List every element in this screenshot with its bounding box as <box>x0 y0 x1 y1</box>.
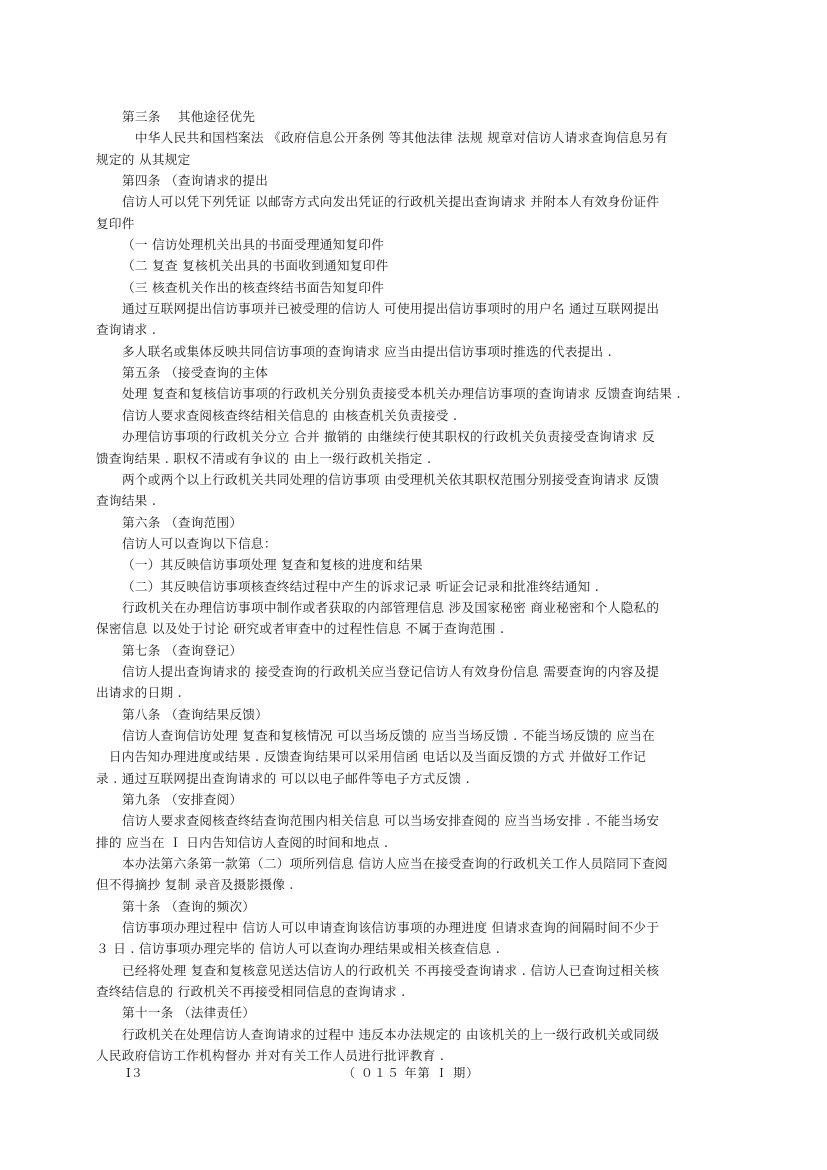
text-line: 第五条 （接受查询的主体 <box>122 365 269 381</box>
text-line: 处理 复查和复核信访事项的行政机关分别负责接受本机关办理信访事项的查询请求 反馈查询结果 . <box>122 386 681 402</box>
text-line: 行政机关在处理信访人查询请求的过程中 违反本办法规定的 由该机关的上一级行政机关或同级 <box>122 1026 660 1042</box>
text-line: 信访人要求查阅核查终结相关信息的 由核查机关负责接受 . <box>122 407 458 423</box>
text-line: 第九条 （安排查阅） <box>122 792 243 807</box>
text-line: 第十条 （查询的频次） <box>122 898 256 914</box>
text-line: 本办法第六条第一款第（二）项所列信息 信访人应当在接受查询的行政机关工作人员陪同下查阅 <box>122 856 668 872</box>
text-line: 信访人查询信访处理 复查和复核情况 可以当场反馈的 应当当场反馈 . 不能当场反馈的 应当在 <box>122 727 655 743</box>
text-line: 多人联名或集体反映共同信访事项的查询请求 应当由提出信访事项时推选的代表提出 . <box>122 343 612 359</box>
text-line: 查询结果 . <box>96 493 157 509</box>
text-line: 第四条 （查询请求的提出 <box>122 173 269 189</box>
text-line: 信访人可以凭下列凭证 以邮寄方式向发出凭证的行政机关提出查询请求 并附本人有效身份证件 <box>122 194 660 210</box>
text-line: 日内告知办理进度或结果 . 反馈查询结果可以采用信函 电话以及当面反馈的方式 并做好工作记 <box>96 749 647 765</box>
text-line: （一 信访处理机关出具的书面受理通知复印件 <box>122 237 385 253</box>
text-line: 信访人提出查询请求的 接受查询的行政机关应当登记信访人有效身份信息 需要查询的内容及提 <box>122 663 660 679</box>
text-line: 规定的 从其规定 <box>96 151 191 167</box>
text-line: 馈查询结果 . 职权不清或有争议的 由上一级行政机关指定 . <box>96 450 432 466</box>
text-line: ３ 日 . 信访事项办理完毕的 信访人可以查询办理结果或相关核查信息 . <box>96 941 501 957</box>
text-line: 第八条 （查询结果反馈） <box>122 706 269 722</box>
text-line: （二 复查 复核机关出具的书面收到通知复印件 <box>122 258 389 274</box>
text-line: （一）其反映信访事项处理 复查和复核的进度和结果 <box>122 557 423 573</box>
text-line: 查终结信息的 行政机关不再接受相同信息的查询请求 . <box>96 984 406 1000</box>
text-line: 录 . 通过互联网提出查询请求的 可以以电子邮件等电子方式反馈 . <box>96 770 470 786</box>
page-footer <box>0 1064 827 1084</box>
text-line: 复印件 <box>96 215 135 231</box>
text-line: 信访事项办理过程中 信访人可以申请查询该信访事项的办理进度 但请求查询的间隔时间不少于 <box>122 920 660 936</box>
text-line: 第六条 （查询范围） <box>122 514 243 530</box>
text-line: 出请求的日期 . <box>96 685 182 701</box>
text-line: 信访人可以查询以下信息： <box>122 535 277 551</box>
text-line: 办理信访事项的行政机关分立 合并 撤销的 由继续行使其职权的行政机关负责接受查询请求 反 <box>122 429 655 445</box>
document-body <box>96 106 736 1066</box>
text-line: （三 核查机关作出的核查终结书面告知复印件 <box>122 279 385 295</box>
text-line: 行政机关在办理信访事项中制作或者获取的内部管理信息 涉及国家秘密 商业秘密和个人隐私的 <box>122 599 660 615</box>
text-line: 已经将处理 复查和复核意见送达信访人的行政机关 不再接受查询请求 . 信访人已查询过相关核 <box>122 962 660 978</box>
text-line: 查询请求 . <box>96 322 157 338</box>
text-line: 通过互联网提出信访事项并已被受理的信访人 可使用提出信访事项时的用户名 通过互联网提出 <box>122 301 660 317</box>
text-line: 排的 应当在 Ｉ 日内告知信访人查阅的时间和地点 . <box>96 834 389 850</box>
text-line: 第七条 （查询登记） <box>122 642 243 658</box>
text-line: （二）其反映信访事项核查终结过程中产生的诉求记录 听证会记录和批准终结通知 . <box>122 578 600 594</box>
text-line: 人民政府信访工作机构督办 并对有关工作人员进行批评教育 . <box>96 1048 445 1064</box>
text-line: 信访人要求查阅核查终结查询范围内相关信息 可以当场安排查阅的 应当当场安排 . 不能当场安 <box>122 813 660 829</box>
text-line: 两个或两个以上行政机关共同处理的信访事项 由受理机关依其职权范围分别接受查询请求 反馈 <box>122 471 660 487</box>
text-line: 保密信息 以及处于讨论 研究或者审查中的过程性信息 不属于查询范围 . <box>96 621 505 637</box>
page-number: I３ <box>126 1066 143 1080</box>
text-line: 但不得摘抄 复制 录音及摄影摄像 . <box>96 877 294 893</box>
issue-label: （ ０１５ 年第 Ｉ 期） <box>343 1066 480 1080</box>
text-line: 第三条 其他途径优先 <box>122 109 256 124</box>
text-line: 中华人民共和国档案法 《政府信息公开条例 等其他法律 法规 规章对信访人请求查询信息另有 <box>122 130 668 146</box>
text-line: 第十一条 （法律责任） <box>122 1005 256 1021</box>
